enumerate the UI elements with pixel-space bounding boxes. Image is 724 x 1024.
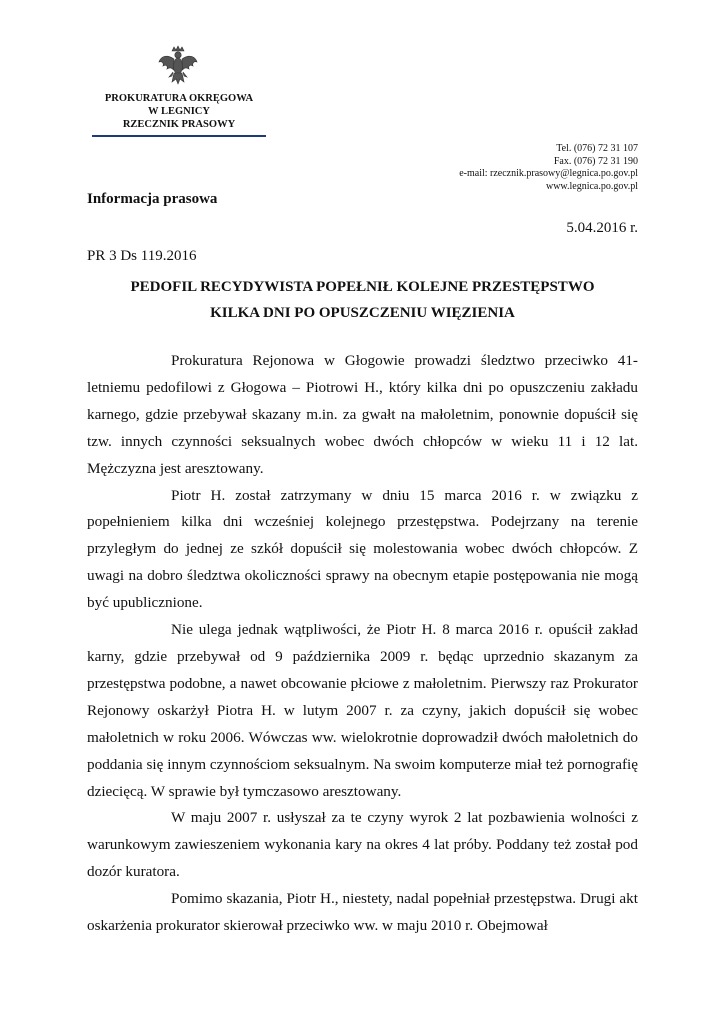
office-line: PROKURATURA OKRĘGOWA [104, 93, 254, 104]
case-number: PR 3 Ds 119.2016 [87, 248, 197, 264]
paragraph: Pomimo skazania, Piotr H., niestety, nadal popełniał przestępstwa. Drugi akt oskarżenia prokurator skierował przeciwko ww. w maju 2010 r. Obejmował [87, 890, 638, 935]
eagle-emblem-icon [155, 44, 201, 90]
paragraph: Piotr H. został zatrzymany w dniu 15 marca 2016 r. w związku z popełnieniem kilka dni wcześniej kolejnego przestępstwa. Podejrzany na terenie przyległym do jednej ze szkół dopuścił się molestowania wobec dwóch chłopców. Z uwagi na dobro śledztwa okoliczności sprawy na obecnym etapie postępowania nie mogą być upublicznione. [87, 486, 638, 612]
website-address: www.legnica.po.gov.pl [545, 180, 638, 192]
office-divider [92, 135, 266, 137]
office-line: RZECZNIK PRASOWY [122, 119, 236, 130]
contact-block [459, 143, 638, 193]
body-text [87, 348, 638, 940]
headline-line: PEDOFIL RECYDYWISTA POPEŁNIŁ KOLEJNE PRZESTĘPSTWO [130, 279, 595, 295]
paragraph: W maju 2007 r. usłyszał za te czyny wyrok 2 lat pozbawienia wolności z warunkowym zawieszeniem wykonania kary na okres 4 lat próby. Poddany też został pod dozór kuratora. [87, 809, 638, 881]
fax-number: Fax. (076) 72 31 190 [553, 155, 638, 167]
paragraph: Nie ulega jednak wątpliwości, że Piotr H. 8 marca 2016 r. opuścił zakład karny, gdzie przebywał od 9 października 2009 r. będąc uprzednio skazanym za przestępstwa podobne, a nawet obcowanie płciowe z małoletnim. Pierwszy raz Prokurator Rejonowy oskarżył Piotra H. w lutym 2007 r. za czyny, jakich dopuścił się wobec małoletnich w roku 2006. Wówczas ww. wielokrotnie doprowadził dwóch małoletnich do poddania się innym czynnościom seksualnym. Na swoim komputerze miał też pornografię dziecięcą. W sprawie był tymczasowo aresztowany. [87, 621, 638, 800]
headline-line: KILKA DNI PO OPUSZCZENIU WIĘZIENIA [210, 305, 515, 321]
paragraph: Prokuratura Rejonowa w Głogowie prowadzi śledztwo przeciwko 41-letniemu pedofilowi z Głogowa – Piotrowi H., który kilka dni po opuszczeniu zakładu karnego, gdzie przebywał skazany m.in. za gwałt na małoletnim, ponownie dopuścił się tzw. innych czynności seksualnych wobec dwóch chłopców w wieku 11 i 12 lat. Mężczyzna jest aresztowany. [87, 352, 638, 477]
office-line: W LEGNICY [148, 106, 210, 117]
office-name [92, 92, 266, 131]
email-address: e-mail: rzecznik.prasowy@legnica.po.gov.pl [459, 168, 638, 179]
document-type: Informacja prasowa [87, 191, 218, 207]
document-date: 5.04.2016 r. [566, 220, 638, 236]
headline [87, 274, 638, 326]
phone-number: Tel. (076) 72 31 107 [556, 143, 638, 154]
